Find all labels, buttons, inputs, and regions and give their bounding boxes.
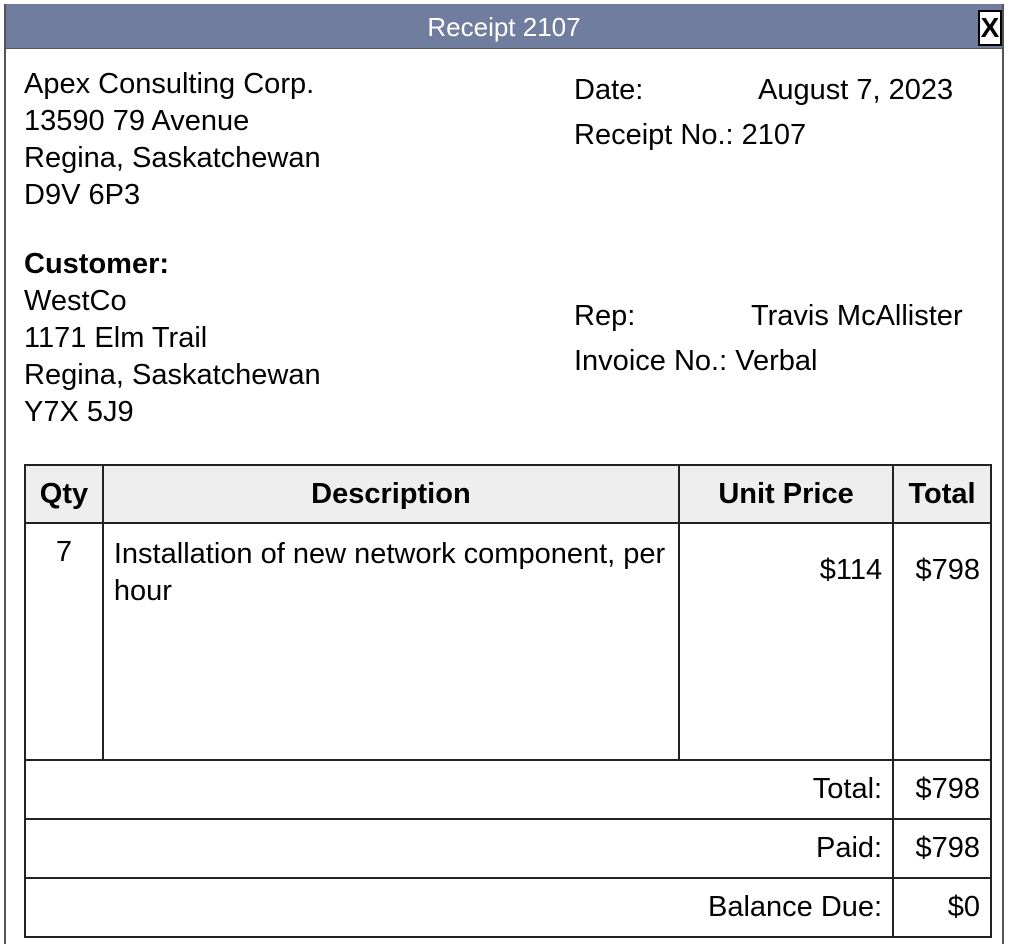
customer-postal-code: Y7X 5J9 xyxy=(24,396,134,428)
summary-paid-value: $798 xyxy=(893,819,991,878)
receipt-number-label: Receipt No.: xyxy=(574,119,734,151)
title-bar[interactable] xyxy=(6,4,1002,49)
window-title: Receipt 2107 xyxy=(427,12,581,42)
company-address-line1: 13590 79 Avenue xyxy=(24,105,250,137)
summary-total-value: $798 xyxy=(893,760,991,819)
date-label: Date: xyxy=(574,74,644,106)
customer-name: WestCo xyxy=(24,285,127,317)
summary-balance-label: Balance Due: xyxy=(25,878,893,937)
company-address-line2: Regina, Saskatchewan xyxy=(24,142,321,174)
item-description: Installation of new network component, per hour xyxy=(103,523,679,760)
summary-balance-value: $0 xyxy=(893,878,991,937)
summary-total-row xyxy=(25,760,991,819)
close-button[interactable]: X xyxy=(978,10,1002,46)
date-field xyxy=(574,68,953,113)
customer-address-line1: 1171 Elm Trail xyxy=(24,322,208,354)
unit-price-column-header: Unit Price xyxy=(679,465,893,523)
receipt-number-field xyxy=(574,113,806,158)
description-column-header: Description xyxy=(103,465,679,523)
customer-address-line2: Regina, Saskatchewan xyxy=(24,359,321,391)
table-header-row xyxy=(25,465,991,523)
summary-paid-label: Paid: xyxy=(25,819,893,878)
company-address xyxy=(24,66,321,214)
company-postal-code: D9V 6P3 xyxy=(24,179,141,211)
date-value: August 7, 2023 xyxy=(758,74,954,106)
invoice-number-value: Verbal xyxy=(735,345,818,377)
customer-heading: Customer: xyxy=(24,248,170,280)
receipt-window xyxy=(4,4,1004,944)
item-unit-price: $114 xyxy=(679,523,893,760)
item-qty: 7 xyxy=(25,523,103,760)
invoice-number-field xyxy=(574,339,817,384)
rep-label: Rep: xyxy=(574,300,636,332)
line-items-table xyxy=(24,464,992,938)
customer-address xyxy=(24,246,321,431)
total-column-header: Total xyxy=(893,465,991,523)
company-name: Apex Consulting Corp. xyxy=(24,68,315,100)
item-total: $798 xyxy=(893,523,991,760)
rep-field xyxy=(574,294,963,339)
rep-value: Travis McAllister xyxy=(751,300,963,332)
invoice-number-label: Invoice No.: xyxy=(574,345,728,377)
receipt-number-value: 2107 xyxy=(741,119,807,151)
summary-paid-row xyxy=(25,819,991,878)
qty-column-header: Qty xyxy=(25,465,103,523)
table-row xyxy=(25,523,991,760)
summary-balance-row xyxy=(25,878,991,937)
summary-total-label: Total: xyxy=(25,760,893,819)
